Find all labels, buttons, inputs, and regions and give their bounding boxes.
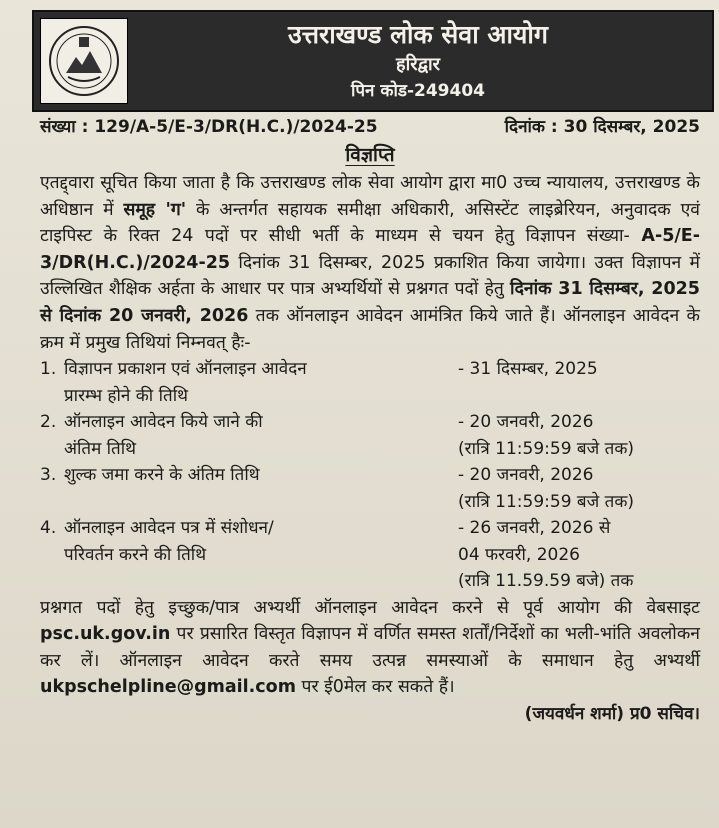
schedule-number: 1. [40, 359, 57, 380]
closing-part2: पर प्रसारित विस्तृत विज्ञापन में वर्णित समस्त शर्तों/निर्देशों का भली-भांति अवलोकन कर लें। ऑनलाइन आवेदन करते समय उत्पन्न समस्याओं के समाधान हेतु अभ्यर्थी [40, 624, 700, 671]
intro-part2: के अन्तर्गत सहायक समीक्षा अधिकारी, असिस्टेंट लाइब्रेरियन, अनुवादक एवं टाइपिस्ट के रिक्त 24 पदों पर सीधी भर्ती के माध्यम से चयन हेतु विज्ञापन संख्या- [40, 199, 701, 247]
schedule-item [40, 409, 700, 462]
advertisement-number: A-5/E-3/DR(H.C.)/2024-25 [40, 226, 700, 273]
schedule-item [40, 515, 700, 595]
schedule-date: - 31 दिसम्बर, 2025 [458, 359, 598, 380]
schedule-label: शुल्क जमा करने के अंतिम तिथि [64, 465, 260, 486]
notice-title-text: विज्ञप्ति [345, 144, 395, 166]
commission-emblem-icon [46, 23, 122, 99]
closing-paragraph [40, 595, 700, 701]
schedule-time: (रात्रि 11.59.59 बजे) तक [458, 571, 634, 592]
schedule-item [40, 356, 700, 409]
schedule-label: ऑनलाइन आवेदन पत्र में संशोधन/ [64, 518, 274, 539]
schedule-number: 2. [40, 412, 57, 433]
schedule-time: (रात्रि 11:59:59 बजे तक) [458, 438, 635, 459]
schedule-label-cont: परिवर्तन करने की तिथि [64, 544, 207, 565]
schedule-list [40, 356, 700, 595]
commission-city: हरिद्वार [396, 54, 440, 75]
schedule-number: 3. [40, 465, 57, 486]
schedule-label: विज्ञापन प्रकाशन एवं ऑनलाइन आवेदन [64, 359, 307, 380]
schedule-item [40, 462, 700, 515]
helpline-email: ukpschelpline@gmail.com [40, 677, 296, 698]
commission-name: उत्तराखण्ड लोक सेवा आयोग [288, 20, 548, 49]
notice-body [40, 114, 700, 727]
notice-title [40, 140, 700, 170]
intro-part1: एतद्द्वारा सूचित किया जाता है कि उत्तराखण्ड लोक सेवा आयोग द्वारा मा0 उच्च न्यायालय, उत्तराखण्ड के अधिष्ठान में [40, 173, 700, 220]
schedule-date: - 20 जनवरी, 2026 [458, 465, 594, 486]
schedule-date: - 20 जनवरी, 2026 [458, 412, 594, 433]
schedule-time: (रात्रि 11:59:59 बजे तक) [458, 491, 635, 512]
notice-date: दिनांक : 30 दिसम्बर, 2025 [504, 117, 700, 137]
intro-paragraph [40, 170, 700, 356]
schedule-label-cont: प्रारम्भ होने की तिथि [64, 385, 188, 406]
schedule-date-end: 04 फरवरी, 2026 [458, 544, 580, 565]
commission-emblem [40, 18, 128, 104]
intro-part4: तक ऑनलाइन आवेदन आमंत्रित किये जाते हैं। ऑनलाइन आवेदन के क्रम में प्रमुख तिथियां निम्नवत् हैः- [40, 305, 700, 353]
closing-part1: प्रश्नगत पदों हेतु इच्छुक/पात्र अभ्यर्थी ऑनलाइन आवेदन करने से पूर्व आयोग की वेबसाइट [40, 597, 700, 618]
header-text-block [134, 16, 702, 106]
commission-pincode: पिन कोड-249404 [351, 81, 485, 101]
intro-part3: दिनांक 31 दिसम्बर, 2025 प्रकाशित किया जायेगा। उक्त विज्ञापन में उल्लिखित शैक्षिक अर्हता के आधार पर पात्र अभ्यर्थियों से प्रश्नगत पदों हेतु [40, 252, 700, 300]
signature: (जयवर्धन शर्मा) प्र0 सचिव। [524, 704, 700, 725]
reference-number: संख्या : 129/A-5/E-3/DR(H.C.)/2024-25 [40, 117, 378, 137]
schedule-number: 4. [40, 518, 57, 539]
schedule-label-cont: अंतिम तिथि [64, 438, 137, 459]
reference-line [40, 114, 700, 140]
notice-header [32, 10, 714, 112]
application-date-range: दिनांक 31 दिसम्बर, 2025 से दिनांक 20 जनवरी, 2026 [40, 279, 700, 326]
schedule-date: - 26 जनवरी, 2026 से [458, 518, 611, 539]
schedule-label: ऑनलाइन आवेदन किये जाने की [64, 412, 263, 433]
website-link: psc.uk.gov.in [40, 624, 171, 645]
closing-part3: पर ई0मेल कर सकते हैं। [295, 677, 455, 698]
group-label: समूह 'ग' [123, 199, 187, 220]
